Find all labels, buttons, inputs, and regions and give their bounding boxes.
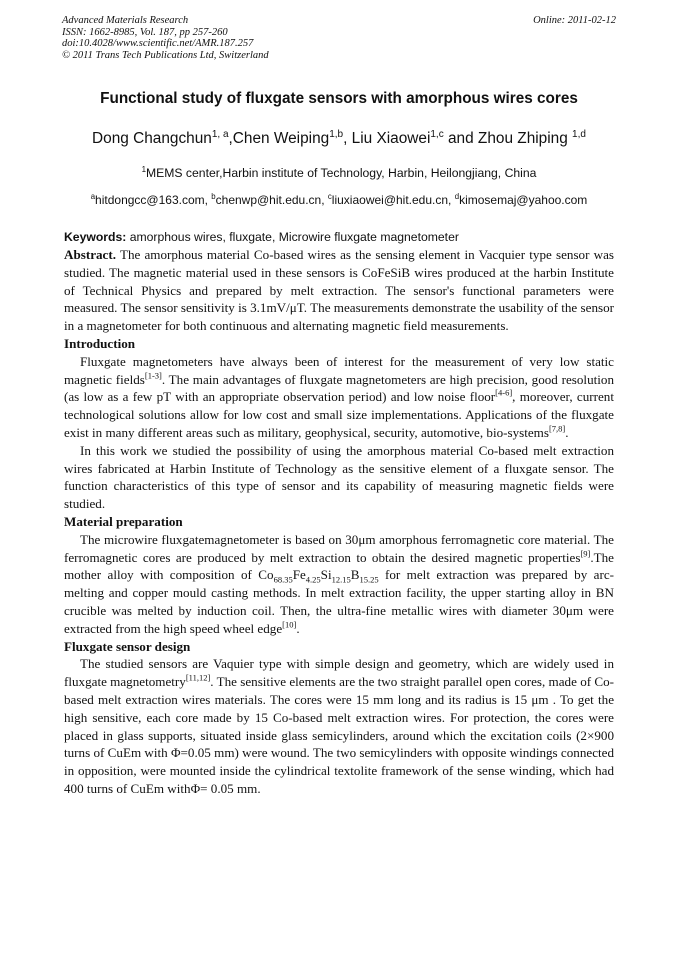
author-affil-sup: 1,b (329, 128, 344, 140)
citation: [10] (282, 619, 297, 630)
text-run: The microwire fluxgatemagnetometer is based on 30μm amorphous ferromagnetic core material. The ferromagnetic cores are produced by melt extraction to obtain the desired magnetic properties (64, 531, 614, 565)
email: hitdongcc@163.com, (95, 193, 212, 207)
section-heading-material: Material preparation (64, 513, 183, 529)
text-run: . (565, 424, 569, 440)
author-affil-sup: 1,c (430, 128, 444, 140)
citation: [4-6] (495, 388, 513, 399)
abstract-paragraph (64, 246, 614, 335)
material-paragraph (64, 531, 614, 638)
text-run: The studied sensors are Vaquier type with simple design and geometry, which are widely used in fluxgate magnetometry (64, 656, 614, 690)
author-name: , Liu Xiaowei (343, 130, 431, 147)
abstract-text: The amorphous material Co-based wires as the sensing element in Vacquier type sensor was studied. The magnetic material used in these sensors is CoFeSiB wires produced at the harbin Institute of Technical Physics and prepared by melt extraction. The sensor's functional parameters were measured. The sensor sensitivity is 3.1mV/μT. The measurements demonstrate the usability of the sensor in a magnetometer for both continuous and alternating magnetic field measurements. (64, 247, 614, 334)
intro-paragraph-1 (64, 353, 614, 442)
author-name: ,Chen Weiping (228, 130, 330, 147)
affiliation (40, 166, 638, 180)
journal-name: Advanced Materials Research (62, 15, 189, 26)
journal-header (62, 15, 616, 61)
email: liuxiaowei@hit.edu.cn, (331, 193, 455, 207)
affil-text: MEMS center,Harbin institute of Technology, Harbin, Heilongjiang, China (145, 166, 537, 180)
formula-subscript: 15.25 (359, 574, 379, 585)
author-affil-sup: 1,d (572, 128, 586, 140)
design-paragraph (64, 655, 614, 797)
email-list (20, 193, 658, 207)
copyright-line: © 2011 Trans Tech Publications Ltd, Switzerland (62, 49, 269, 61)
email-sup: c (327, 192, 332, 201)
abstract-label: Abstract. (64, 247, 116, 262)
formula-subscript: 68.35 (273, 574, 293, 585)
formula-element: B (350, 567, 360, 583)
author-name: and Zhou Zhiping (443, 130, 573, 147)
keywords (64, 230, 616, 244)
citation: [7,8] (548, 423, 566, 434)
text-run: , moreover, current technological solutions allow for low cost and small size implementations. Applications of the fluxgate exist in many different areas such as military, geophysical, security, automotive, bio-systems (64, 389, 614, 440)
citation: [1-3] (144, 370, 162, 381)
issn-line: ISSN: 1662-8985, Vol. 187, pp 257-260 (62, 26, 228, 38)
text-run: .The mother alloy with composition of Co (64, 549, 614, 583)
keywords-text: amorphous wires, fluxgate, Microwire fluxgate magnetometer (126, 230, 459, 244)
text-run: . (296, 620, 300, 636)
formula-element: Fe (292, 567, 306, 583)
formula-element: Si (320, 567, 332, 583)
text-run: Fluxgate magnetometers have always been of interest for the measurement of very low static magnetic fields (64, 353, 614, 387)
citation: [11,12] (185, 672, 211, 683)
citation: [9] (580, 548, 591, 559)
paper-body (64, 246, 614, 798)
email-sup: b (211, 192, 216, 201)
text-run: . The main advantages of fluxgate magnetometers are high precision, good resolution (as low as a few pT with an appropriate observation period) and low noise floor (64, 371, 614, 405)
keywords-label: Keywords: (64, 230, 127, 244)
section-heading-introduction: Introduction (64, 335, 136, 351)
intro-paragraph-2: In this work we studied the possibility of using the amorphous material Co-based melt extraction wires fabricated at Harbin Institute of Technology as the sensitive element of a fluxgate sensor. The function characteristics of this type of sensor and its capability of measuring magnetic fields were studied. (64, 442, 614, 512)
formula-subscript: 12.15 (331, 574, 351, 585)
online-date: Online: 2011-02-12 (533, 15, 616, 26)
email-sup: d (454, 192, 460, 201)
doi-line: doi:10.4028/www.scientific.net/AMR.187.257 (62, 38, 254, 50)
text-run: . The sensitive elements are the two straight parallel open cores, made of Co-based melt extraction wires materials. The cores were 15 mm long and its radius is 15 μm . To get the high sensitive, each core made by 15 Co-based melt extraction wires. For protection, the cores were placed in glass supports, situated inside glass semicylinders, around which the excitation coils (2×900 turns of CuEm with Φ=0.05 mm) were wound. The two semicylinders with opposite windings connected in opposition, were mounted inside the cylindrical textolite framework of the sense winding, which had 400 turns of CuEm withΦ= 0.05 mm. (64, 674, 615, 796)
author-name: Dong Changchun (92, 130, 212, 147)
formula-subscript: 4.25 (305, 574, 321, 585)
section-heading-design: Fluxgate sensor design (64, 638, 191, 654)
text-run: for melt extraction was prepared by arc-melting and copper mould casting methods. In melt extraction facility, the upper starting alloy in BN crucible was melted by induction coil. Then, the ultra-fine metallic wires with diameter 30μm were extracted from the high speed wheel edge (64, 567, 614, 636)
paper-title: Functional study of fluxgate sensors with amorphous wires cores (100, 90, 578, 107)
author-list (40, 130, 638, 148)
email: chenwp@hit.edu.cn, (215, 193, 328, 207)
email-sup: a (90, 192, 96, 201)
author-affil-sup: 1, a (211, 128, 229, 140)
email: kimosemaj@yahoo.com (459, 193, 588, 207)
affil-sup: 1 (141, 164, 146, 174)
